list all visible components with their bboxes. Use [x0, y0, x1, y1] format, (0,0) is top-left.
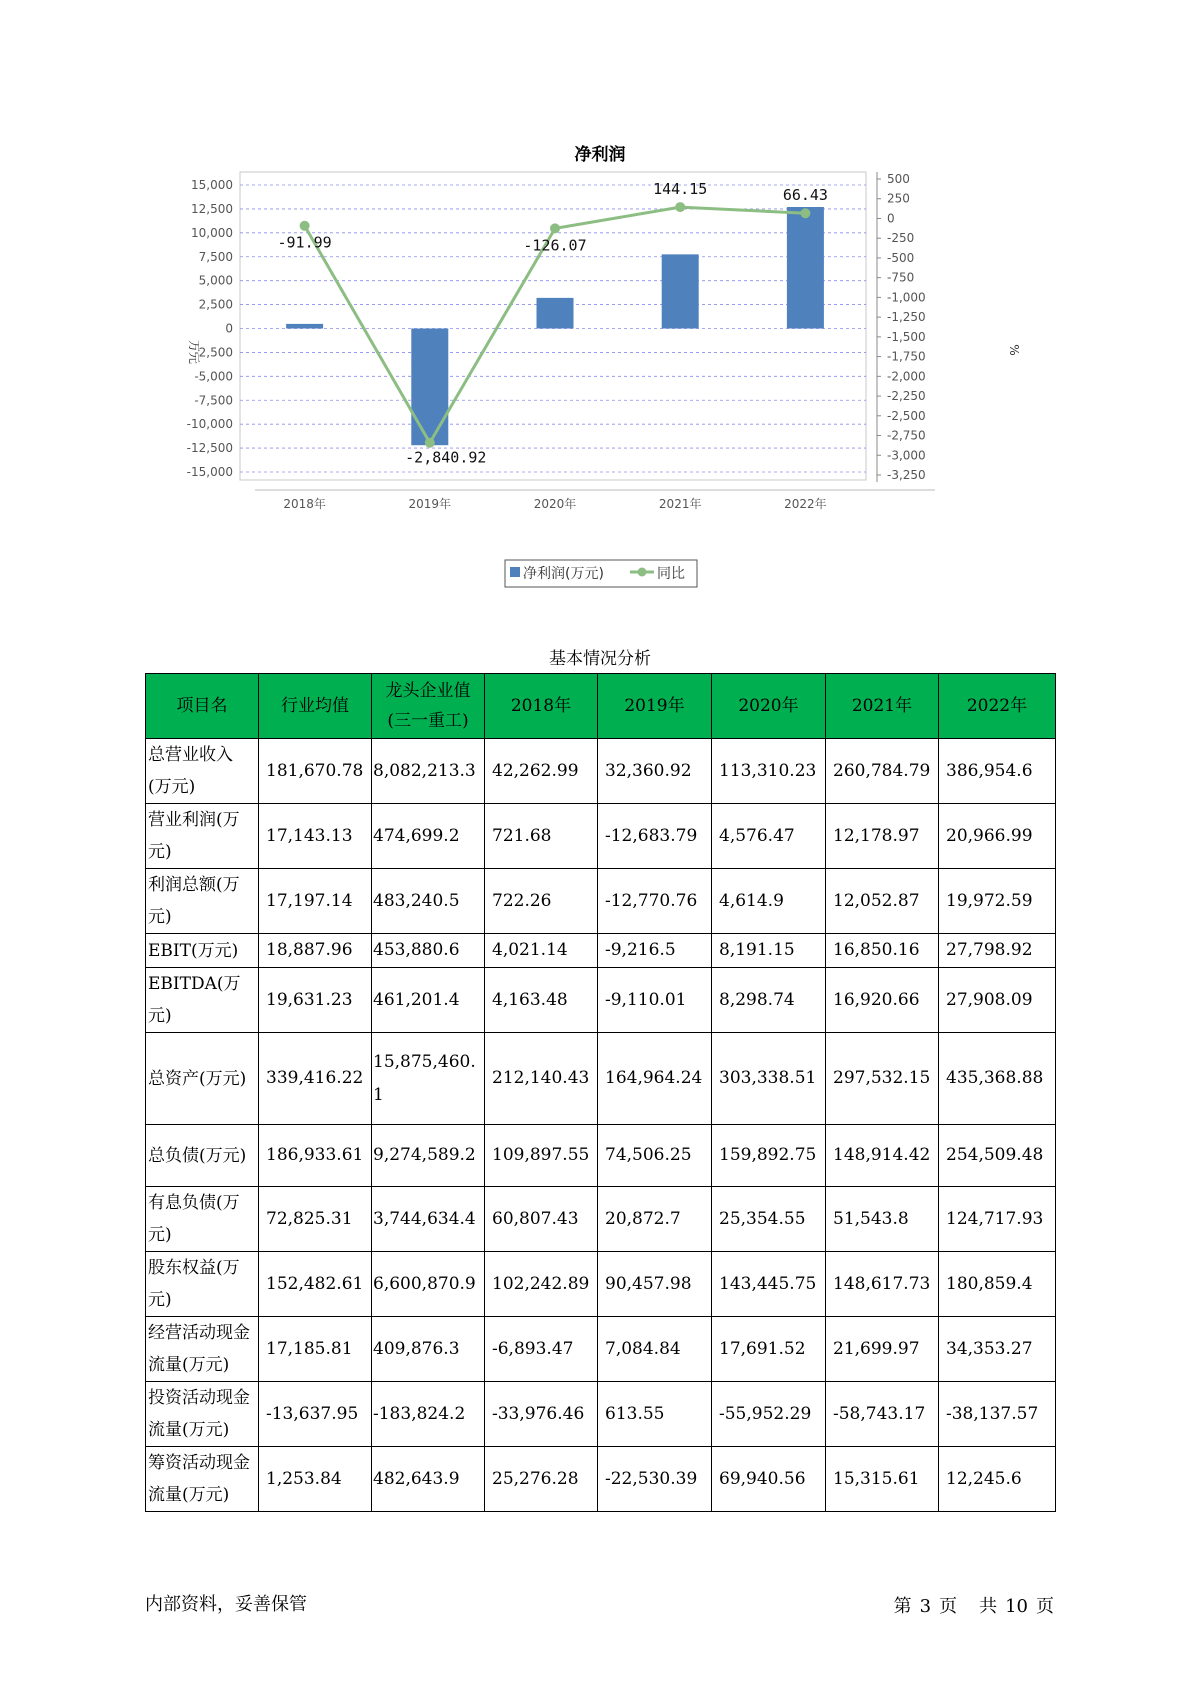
value-cell: -9,216.5: [598, 934, 712, 968]
table-row: [146, 1317, 1056, 1382]
legend-bar-swatch: [510, 567, 520, 577]
table-row: [146, 739, 1056, 804]
value-cell: 17,691.52: [712, 1317, 826, 1382]
line-point: [675, 202, 685, 212]
y-tick-label: -10,000: [186, 417, 233, 432]
value-cell: 180,859.4: [939, 1252, 1056, 1317]
value-cell: 386,954.6: [939, 739, 1056, 804]
row-label: 筹资活动现金流量(万元): [146, 1447, 259, 1512]
value-cell: 613.55: [598, 1382, 712, 1447]
value-cell: 3,744,634.4: [372, 1187, 485, 1252]
value-cell: 15,315.61: [826, 1447, 939, 1512]
value-cell: 74,506.25: [598, 1125, 712, 1187]
value-cell: 159,892.75: [712, 1125, 826, 1187]
value-cell: -55,952.29: [712, 1382, 826, 1447]
legend-bar-label: 净利润(万元): [523, 566, 604, 582]
line-point: [550, 223, 560, 233]
bar: [662, 254, 699, 328]
data-label: -91.99: [277, 233, 332, 252]
row-label: 利润总额(万元): [146, 869, 259, 934]
value-cell: 27,908.09: [939, 968, 1056, 1033]
value-cell: -12,770.76: [598, 869, 712, 934]
y-tick-label: 7,500: [198, 249, 233, 264]
line-point: [300, 221, 310, 231]
value-cell: 164,964.24: [598, 1033, 712, 1125]
page-number: 3: [919, 1596, 932, 1617]
y2-tick-label: -3,000: [887, 448, 926, 463]
bar: [286, 324, 323, 329]
table-row: [146, 1125, 1056, 1187]
y-tick-label: -2,500: [194, 345, 233, 360]
y2-tick-label: 250: [887, 191, 910, 206]
value-cell: 109,897.55: [485, 1125, 598, 1187]
value-cell: 722.26: [485, 869, 598, 934]
data-label: -126.07: [523, 236, 587, 255]
value-cell: 17,185.81: [259, 1317, 372, 1382]
y2-tick-label: -2,000: [887, 369, 926, 384]
total-suffix: 页: [1036, 1596, 1054, 1617]
value-cell: -9,110.01: [598, 968, 712, 1033]
page-suffix: 页: [939, 1596, 958, 1617]
y-tick-label: -12,500: [186, 441, 233, 456]
value-cell: 483,240.5: [372, 869, 485, 934]
value-cell: -13,637.95: [259, 1382, 372, 1447]
value-cell: 339,416.22: [259, 1033, 372, 1125]
value-cell: 60,807.43: [485, 1187, 598, 1252]
value-cell: 69,940.56: [712, 1447, 826, 1512]
line-point: [425, 438, 435, 448]
value-cell: 19,631.23: [259, 968, 372, 1033]
value-cell: 461,201.4: [372, 968, 485, 1033]
value-cell: 409,876.3: [372, 1317, 485, 1382]
value-cell: 17,143.13: [259, 804, 372, 869]
row-label: 股东权益(万元): [146, 1252, 259, 1317]
y2-tick-label: -2,500: [887, 408, 926, 423]
value-cell: 254,509.48: [939, 1125, 1056, 1187]
basic-analysis-table: [145, 673, 1056, 1512]
chart-title: 净利润: [574, 145, 626, 165]
x-tick-label: 2021年: [658, 497, 702, 511]
value-cell: 152,482.61: [259, 1252, 372, 1317]
value-cell: -12,683.79: [598, 804, 712, 869]
x-tick-label: 2019年: [408, 497, 452, 511]
value-cell: 16,920.66: [826, 968, 939, 1033]
header-cell: 行业均值: [259, 674, 372, 739]
value-cell: 4,021.14: [485, 934, 598, 968]
row-label: 总负债(万元): [146, 1125, 259, 1187]
y-tick-label: -15,000: [186, 465, 233, 479]
table-row: [146, 1382, 1056, 1447]
value-cell: 16,850.16: [826, 934, 939, 968]
legend-line-label: 同比: [657, 566, 685, 582]
line-point: [800, 208, 810, 218]
value-cell: 21,699.97: [826, 1317, 939, 1382]
row-label: 营业利润(万元): [146, 804, 259, 869]
table-caption: 基本情况分析: [549, 649, 651, 669]
row-label: EBITDA(万元): [146, 968, 259, 1033]
y-tick-label: -7,500: [194, 393, 233, 408]
total-prefix: 共: [979, 1596, 998, 1617]
y2-tick-label: -1,000: [887, 290, 926, 305]
header-cell: 项目名: [146, 674, 259, 739]
y-tick-label: 5,000: [198, 273, 233, 288]
value-cell: 113,310.23: [712, 739, 826, 804]
chart-legend: [505, 560, 697, 587]
value-cell: -22,530.39: [598, 1447, 712, 1512]
table-header-row: [146, 674, 1056, 739]
value-cell: 25,354.55: [712, 1187, 826, 1252]
table-row: [146, 968, 1056, 1033]
row-label: EBIT(万元): [146, 934, 259, 968]
y2-tick-label: 500: [887, 172, 910, 186]
value-cell: 18,887.96: [259, 934, 372, 968]
value-cell: 12,245.6: [939, 1447, 1056, 1512]
row-label: 总营业收入(万元): [146, 739, 259, 804]
value-cell: 297,532.15: [826, 1033, 939, 1125]
row-label: 经营活动现金流量(万元): [146, 1317, 259, 1382]
value-cell: 148,914.42: [826, 1125, 939, 1187]
value-cell: 12,052.87: [826, 869, 939, 934]
value-cell: -33,976.46: [485, 1382, 598, 1447]
value-cell: 186,933.61: [259, 1125, 372, 1187]
value-cell: 17,197.14: [259, 869, 372, 934]
value-cell: 8,082,213.3: [372, 739, 485, 804]
value-cell: 4,163.48: [485, 968, 598, 1033]
value-cell: -58,743.17: [826, 1382, 939, 1447]
value-cell: 27,798.92: [939, 934, 1056, 968]
value-cell: 4,576.47: [712, 804, 826, 869]
value-cell: 181,670.78: [259, 739, 372, 804]
y2-tick-label: -1,250: [887, 310, 926, 325]
value-cell: -183,824.2: [372, 1382, 485, 1447]
legend-line-marker: [638, 568, 647, 577]
table-row: [146, 1033, 1056, 1125]
value-cell: 51,543.8: [826, 1187, 939, 1252]
value-cell: 721.68: [485, 804, 598, 869]
header-cell: 2018年: [485, 674, 598, 739]
bar: [411, 329, 448, 446]
header-cell: 2019年: [598, 674, 712, 739]
chart-svg: [0, 0, 1191, 600]
value-cell: 25,276.28: [485, 1447, 598, 1512]
page-prefix: 第: [893, 1596, 912, 1617]
x-tick-label: 2022年: [784, 497, 827, 511]
value-cell: 482,643.9: [372, 1447, 485, 1512]
y2-tick-label: -2,750: [887, 428, 926, 443]
x-tick-label: 2018年: [283, 497, 326, 511]
value-cell: 8,191.15: [712, 934, 826, 968]
y-tick-label: 15,000: [191, 178, 233, 192]
value-cell: 148,617.73: [826, 1252, 939, 1317]
value-cell: 453,880.6: [372, 934, 485, 968]
table-row: [146, 869, 1056, 934]
value-cell: 12,178.97: [826, 804, 939, 869]
value-cell: 34,353.27: [939, 1317, 1056, 1382]
row-label: 投资活动现金流量(万元): [146, 1382, 259, 1447]
value-cell: 6,600,870.9: [372, 1252, 485, 1317]
value-cell: 20,872.7: [598, 1187, 712, 1252]
y2-tick-label: -750: [887, 270, 915, 285]
y2-tick-label: -500: [887, 250, 915, 265]
y2-tick-label: 0: [887, 211, 895, 226]
y2-tick-label: -3,250: [887, 468, 926, 482]
value-cell: 19,972.59: [939, 869, 1056, 934]
header-cell: 龙头企业值(三一重工): [372, 674, 485, 739]
value-cell: 4,614.9: [712, 869, 826, 934]
table-row: [146, 934, 1056, 968]
y2-axis-label: %: [1007, 344, 1021, 356]
table-row: [146, 1252, 1056, 1317]
y-tick-label: 2,500: [198, 297, 233, 312]
footer-confidential-note: 内部资料，妥善保管: [145, 1594, 307, 1615]
header-cell: 2020年: [712, 674, 826, 739]
header-cell: 2022年: [939, 674, 1056, 739]
value-cell: 124,717.93: [939, 1187, 1056, 1252]
value-cell: 7,084.84: [598, 1317, 712, 1382]
bar: [537, 298, 574, 329]
bar: [787, 207, 824, 328]
value-cell: 72,825.31: [259, 1187, 372, 1252]
y2-tick-label: -2,250: [887, 389, 926, 404]
y2-tick-label: -1,500: [887, 329, 926, 344]
table-row: [146, 1447, 1056, 1512]
value-cell: 32,360.92: [598, 739, 712, 804]
data-label: -2,840.92: [405, 448, 487, 467]
data-label: 144.15: [653, 180, 708, 199]
y-tick-label: 0: [225, 321, 233, 336]
y2-tick-label: -1,750: [887, 349, 926, 364]
value-cell: 42,262.99: [485, 739, 598, 804]
y2-tick-label: -250: [887, 231, 915, 246]
y-tick-label: -5,000: [194, 369, 233, 384]
table-row: [146, 804, 1056, 869]
value-cell: 8,298.74: [712, 968, 826, 1033]
x-tick-label: 2020年: [533, 497, 577, 511]
row-label: 总资产(万元): [146, 1033, 259, 1125]
value-cell: 90,457.98: [598, 1252, 712, 1317]
value-cell: 143,445.75: [712, 1252, 826, 1317]
header-cell: 2021年: [826, 674, 939, 739]
total-pages: 10: [1005, 1596, 1028, 1617]
value-cell: 435,368.88: [939, 1033, 1056, 1125]
y-tick-label: 12,500: [191, 201, 233, 216]
value-cell: 20,966.99: [939, 804, 1056, 869]
footer-page-info: [886, 1592, 1054, 1618]
value-cell: 15,875,460.1: [372, 1033, 485, 1125]
value-cell: 474,699.2: [372, 804, 485, 869]
value-cell: 102,242.89: [485, 1252, 598, 1317]
net-profit-chart: [0, 0, 1191, 600]
row-label: 有息负债(万元): [146, 1187, 259, 1252]
table-body: [146, 739, 1056, 1512]
table-row: [146, 1187, 1056, 1252]
data-label: 66.43: [782, 186, 828, 205]
value-cell: 212,140.43: [485, 1033, 598, 1125]
value-cell: -38,137.57: [939, 1382, 1056, 1447]
value-cell: 9,274,589.2: [372, 1125, 485, 1187]
value-cell: 303,338.51: [712, 1033, 826, 1125]
y-axis-label: 万元: [187, 339, 201, 365]
value-cell: 1,253.84: [259, 1447, 372, 1512]
value-cell: -6,893.47: [485, 1317, 598, 1382]
value-cell: 260,784.79: [826, 739, 939, 804]
y-tick-label: 10,000: [191, 225, 233, 240]
